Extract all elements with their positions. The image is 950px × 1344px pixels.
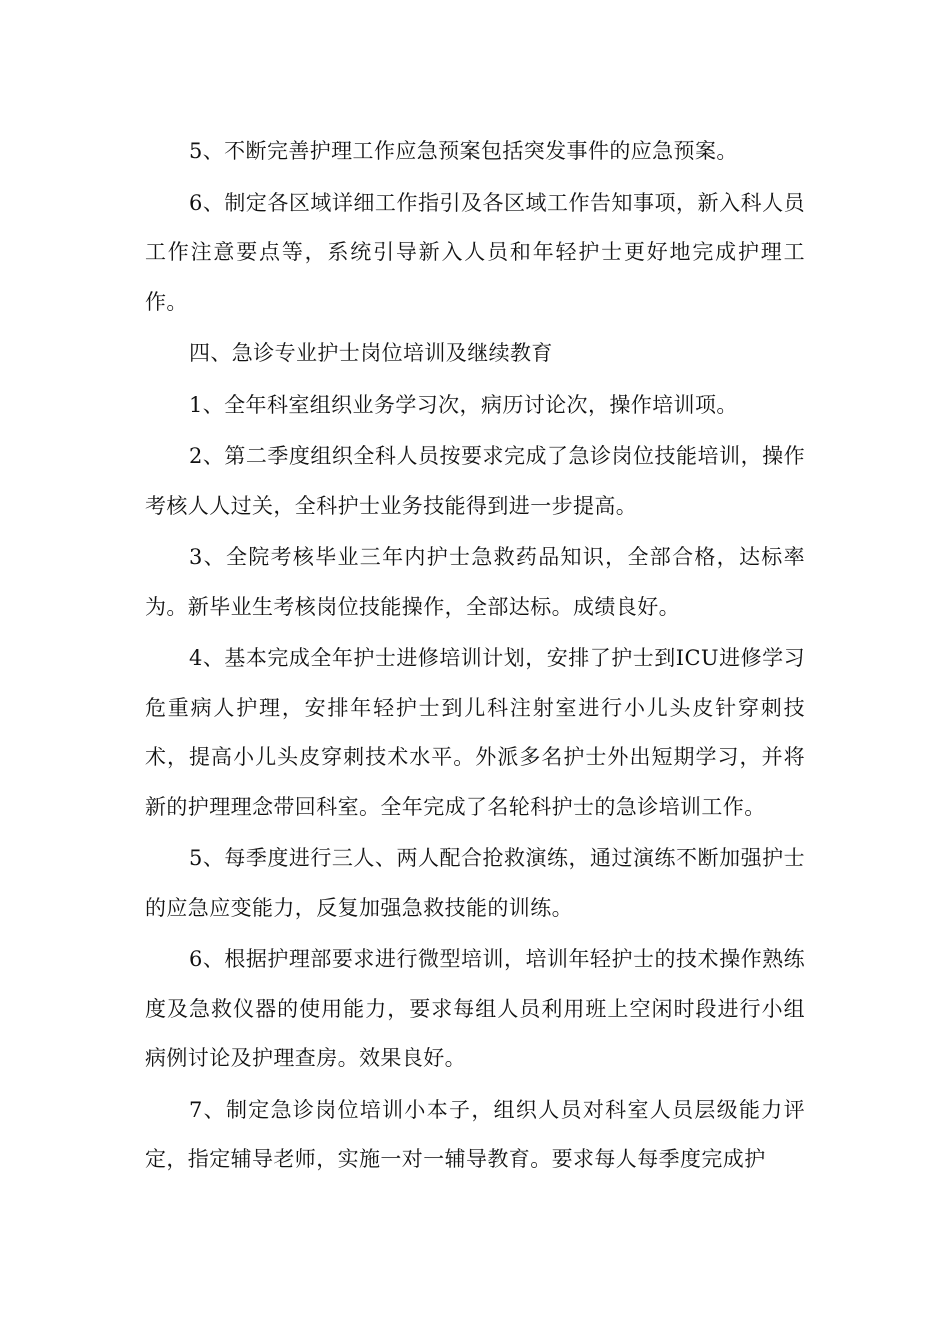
paragraph-item-5-drills: 5、每季度进行三人、两人配合抢救演练，通过演练不断加强护士的应急应变能力，反复加强急救技能的训练。	[145, 846, 805, 920]
paragraph-item-7-training-booklet: 7、制定急诊岗位培训小本子，组织人员对科室人员层级能力评定，指定辅导老师，实施一对一辅导教育。要求每人每季度完成护	[145, 1097, 805, 1171]
paragraph-item-5-emergency-plan: 5、不断完善护理工作应急预案包括突发事件的应急预案。	[189, 139, 738, 163]
paragraph-item-6-work-guidelines: 6、制定各区域详细工作指引及各区域工作告知事项，新入科人员工作注意要点等，系统引导新入人员和年轻护士更好地完成护理工作。	[145, 190, 805, 314]
paragraph-item-4-advanced-study: 4、基本完成全年护士进修培训计划，安排了护士到ICU进修学习危重病人护理，安排年轻护士到儿科注射室进行小儿头皮针穿刺技术，提高小儿头皮穿刺技术水平。外派多名护士外出短期学习，并将新的护理理念带回科室。全年完成了名轮科护士的急诊培训工作。	[145, 646, 805, 819]
section-heading-training: 四、急诊专业护士岗位培训及继续教育	[189, 341, 553, 365]
paragraph-item-6-micro-training: 6、根据护理部要求进行微型培训，培训年轻护士的技术操作熟练度及急救仪器的使用能力，要求每组人员利用班上空闲时段进行小组病例讨论及护理查房。效果良好。	[145, 947, 805, 1070]
paragraph-item-2-skill-training: 2、第二季度组织全科人员按要求完成了急诊岗位技能培训，操作考核人人过关，全科护士业务技能得到进一步提高。	[145, 444, 805, 518]
paragraph-item-1-study: 1、全年科室组织业务学习次，病历讨论次，操作培训项。	[189, 392, 738, 417]
paragraph-item-3-assessment: 3、全院考核毕业三年内护士急救药品知识，全部合格，达标率为。新毕业生考核岗位技能操作，全部达标。成绩良好。	[145, 545, 805, 619]
document-page	[145, 127, 805, 1187]
